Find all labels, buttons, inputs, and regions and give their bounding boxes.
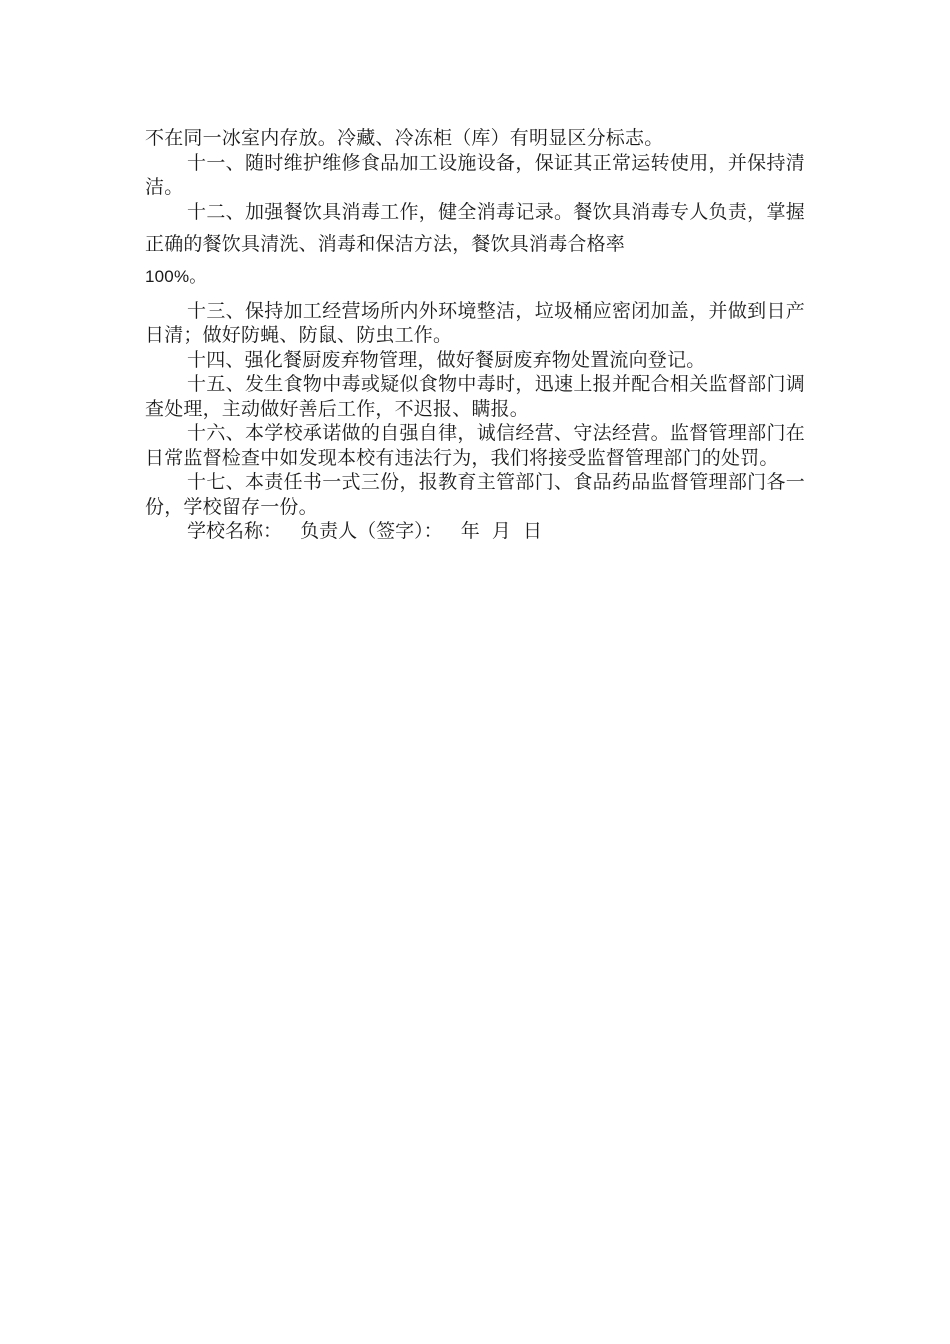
- month-label: 月: [491, 520, 511, 542]
- paragraph-15: 十五、发生食物中毒或疑似食物中毒时，迅速上报并配合相关监督部门调查处理，主动做好善后工作，不迟报、瞒报。: [145, 373, 805, 420]
- paragraph-16: 十六、本学校承诺做的自强自律，诚信经营、守法经营。监督管理部门在日常监督检查中如发现本校有违法行为，我们将接受监督管理部门的处罚。: [145, 422, 805, 469]
- paragraph-13: 十三、保持加工经营场所内外环境整洁，垃圾桶应密闭加盖，并做到日产日清；做好防蝇、防鼠、防虫工作。: [145, 299, 805, 346]
- paragraph-17: 十七、本责任书一式三份，报教育主管部门、食品药品监督管理部门各一份，学校留存一份。: [145, 471, 805, 518]
- responsible-signature-label: 负责人（签字）：: [300, 520, 443, 542]
- day-label: 日: [523, 520, 543, 542]
- paragraph-12-tail: 100%。: [145, 266, 207, 286]
- paragraph-11: 十一、随时维护维修食品加工设施设备，保证其正常运转使用，并保持清洁。: [145, 151, 805, 198]
- school-name-label: 学校名称：: [187, 520, 283, 542]
- year-label: 年: [460, 520, 480, 542]
- document-page: [145, 126, 805, 544]
- paragraph-12: [145, 196, 805, 293]
- paragraph-10-continued: 不在同一冰室内存放。冷藏、冷冻柜（库）有明显区分标志。: [145, 127, 664, 149]
- paragraph-12-text: 十二、加强餐饮具消毒工作，健全消毒记录。餐饮具消毒专人负责，掌握正确的餐饮具清洗、消毒和保洁方法，餐饮具消毒合格率: [145, 200, 805, 255]
- paragraph-14: 十四、强化餐厨废弃物管理，做好餐厨废弃物处置流向登记。: [187, 348, 706, 371]
- signature-line: [145, 519, 805, 544]
